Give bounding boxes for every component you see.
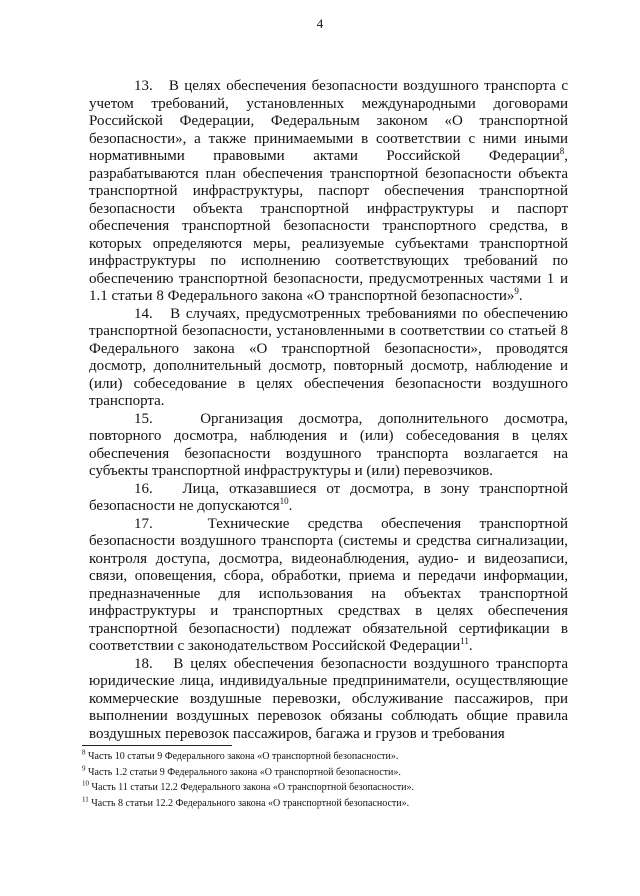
footnote-mark: 11 <box>82 795 89 804</box>
paragraph <box>89 411 568 481</box>
footnote <box>82 765 562 781</box>
footnote-text: Часть 11 статьи 12.2 Федерального закона «О транспортной безопасности». <box>89 782 415 793</box>
footnote-text: Часть 1.2 статьи 9 Федерального закона «О транспортной безопасности». <box>85 766 401 778</box>
paragraph-text: 15. Организация досмотра, дополнительного досмотра, повторного досмотра, наблюдения и (или) собеседования в целях обеспечения безопасности воздушного транспорта возлагается на субъекты транспортной инфраструктуры и (или) перевозчиков. <box>89 410 568 479</box>
page-number: 4 <box>316 16 324 31</box>
paragraph-text: 16. Лица, отказавшиеся от досмотра, в зону транспортной безопасности не допускаются <box>89 480 568 514</box>
footnote-mark: 8 <box>82 748 86 757</box>
paragraph <box>89 78 568 306</box>
paragraph-text: 13. В целях обеспечения безопасности воздушного транспорта с учетом требований, установленных международными договорами Российской Федерации, Федеральным законом «О транспортной безопасности», а также принимаемыми в соответствии с ними иными нормативными правовыми актами Российской Федерации <box>89 78 568 164</box>
footnote <box>82 796 562 812</box>
footnote-text: Часть 10 статьи 9 Федерального закона «О транспортной безопасности». <box>85 751 399 762</box>
paragraph-text: . <box>518 288 523 304</box>
footnote-reference: 9 <box>514 286 519 296</box>
footnote-reference: 11 <box>460 636 469 646</box>
footnote-text: Часть 8 статьи 12.2 Федерального закона «О транспортной безопасности». <box>88 797 410 809</box>
paragraph-text: 14. В случаях, предусмотренных требованиями по обеспечению транспортной безопасности, установленными в соответствии со статьей 8 Федерального закона «О транспортной безопасности», проводятся досмотр, дополнительный досмотр, повторный досмотр, наблюдение и (или) собеседование в целях обеспечения безопасности воздушного транспорта. <box>89 305 568 409</box>
footnote-mark: 10 <box>82 779 89 788</box>
footnote <box>82 749 562 765</box>
footnote-separator <box>82 745 232 746</box>
footnote-reference: 10 <box>279 496 289 506</box>
body-text <box>89 78 568 743</box>
footnote-reference: 8 <box>559 146 565 156</box>
footnotes <box>82 749 562 811</box>
footnote <box>82 780 562 796</box>
paragraph <box>89 306 568 411</box>
paragraph-text: 17. Технические средства обеспечения транспортной безопасности воздушного транспорта (системы и средства сигнализации, контроля доступа, досмотра, видеонаблюдения, аудио- и видеозаписи, связи, оповещения, сбора, обработки, приема и передачи информации, предназначенные для использования на объектах транспортной инфраструктуры и транспортных средствах в целях обеспечения транспортной безопасности) подлежат обязательной сертификации в соответствии с законодательством Российской Федерации <box>89 515 568 654</box>
paragraph-text: 18. В целях обеспечения безопасности воздушного транспорта юридические лица, индивидуальные предприниматели, осуществляющие коммерческие воздушные перевозки, обслуживание пассажиров, при выполнении воздушных перевозок обязаны соблюдать общие правила воздушных перевозок пассажиров, багажа и грузов и требования <box>89 655 568 742</box>
paragraph <box>89 656 568 744</box>
footnote-mark: 9 <box>82 764 86 773</box>
paragraph-text: . <box>288 498 293 514</box>
paragraph-text: . <box>468 638 473 654</box>
paragraph <box>89 516 568 656</box>
paragraph <box>89 481 568 516</box>
paragraph-text: , разрабатываются план обеспечения транспортной безопасности объекта транспортной инфраструктуры, паспорт обеспечения транспортной безопасности объекта транспортной инфраструктуры и паспорт обеспечения транспортной безопасности транспортного средства, в которых определяются меры, реализуемые субъектами транспортной инфраструктуры по исполнению соответствующих требований по обеспечению транспортной безопасности, предусмотренных частями 1 и 1.1 статьи 8 Федерального закона «О транспортной безопасности» <box>89 148 568 304</box>
